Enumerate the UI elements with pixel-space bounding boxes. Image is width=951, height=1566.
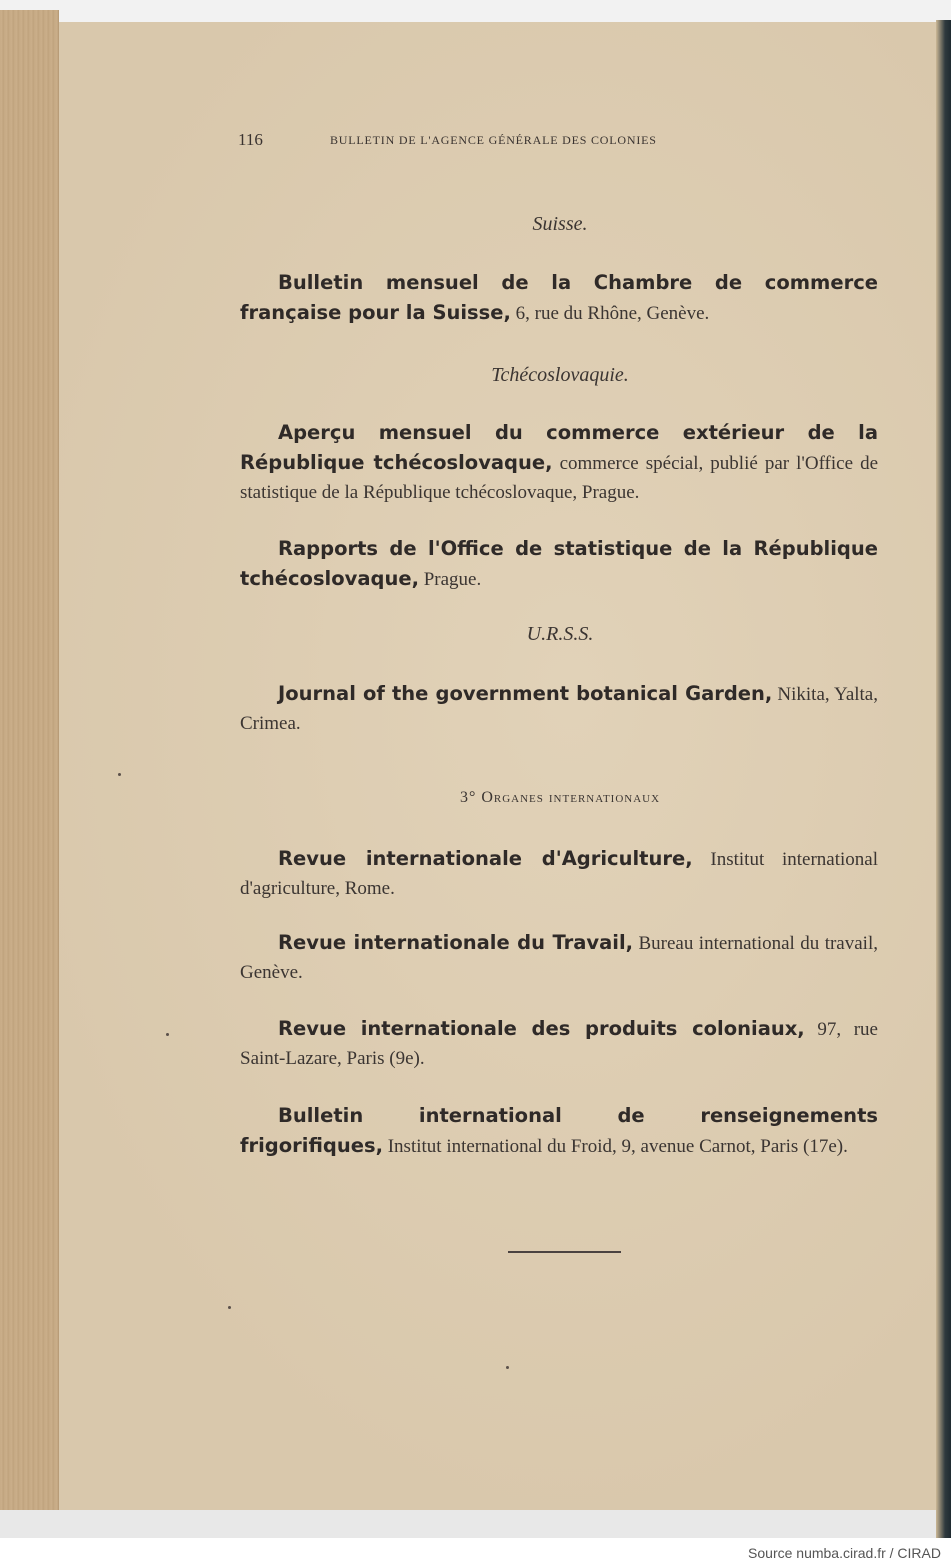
entry-urss-1 [240,679,878,738]
entry-title: Aperçu mensuel du commerce extérieur de la République tchécoslovaque, [240,421,878,474]
entry-details: 97, rue Saint-Lazare, Paris (9e). [240,1019,878,1069]
entry-tchecoslovaquie-2 [240,534,878,594]
paper-speck [118,773,121,776]
paper-speck [506,1366,509,1369]
country-heading-tchecoslovaquie: Tchécoslovaquie. [491,364,629,386]
end-rule [508,1251,621,1253]
entry-international-2 [240,928,878,987]
entry-tchecoslovaquie-1 [240,418,878,507]
section-heading-organes-internationaux: 3° Organes internationaux [459,789,661,806]
entry-details: Nikita, Yalta, Crimea. [240,684,878,734]
running-title: BULLETIN DE L'AGENCE GÉNÉRALE DES COLONIES [330,133,657,147]
entry-title: Rapports de l'Office de statistique de la République tchécoslovaque, [240,537,878,590]
running-head [238,130,878,154]
entry-international-3 [240,1014,878,1073]
page-gutter [0,10,59,1525]
country-heading-urss: U.R.S.S. [526,623,594,645]
source-credit: Source numba.cirad.fr / CIRAD [748,1545,941,1561]
entry-international-4 [240,1101,878,1161]
entry-details: Bureau international du travail, Genève. [240,933,878,983]
page-bottom-edge [0,1510,951,1538]
paper-speck [228,1306,231,1309]
page-top-edge [0,0,951,22]
page-right-strip [936,20,951,1538]
entry-suisse-1 [240,268,878,328]
entry-international-1 [240,844,878,903]
entry-details: commerce spécial, publié par l'Office de statistique de la République tchécoslovaque, Prague. [240,453,878,503]
entry-details: Prague. [418,569,482,590]
entry-title: Revue internationale des produits coloniaux, [278,1017,805,1040]
entry-details: Institut international d'agriculture, Rome. [240,849,879,899]
page-number: 116 [238,130,263,149]
entry-details: 6, rue du Rhône, Genève. [510,303,710,324]
country-heading-suisse: Suisse. [532,213,588,235]
entry-title: Revue internationale du Travail, [278,931,634,954]
entry-title: Revue internationale d'Agriculture, [278,847,693,870]
entry-title: Bulletin international de renseignements frigorifiques, [240,1104,878,1157]
entry-details: Institut international du Froid, 9, avenue Carnot, Paris (17e). [382,1136,848,1157]
paper-speck [166,1033,169,1036]
entry-title: Journal of the government botanical Garden, [278,682,773,705]
entry-title: Bulletin mensuel de la Chambre de commerce française pour la Suisse, [240,271,878,324]
